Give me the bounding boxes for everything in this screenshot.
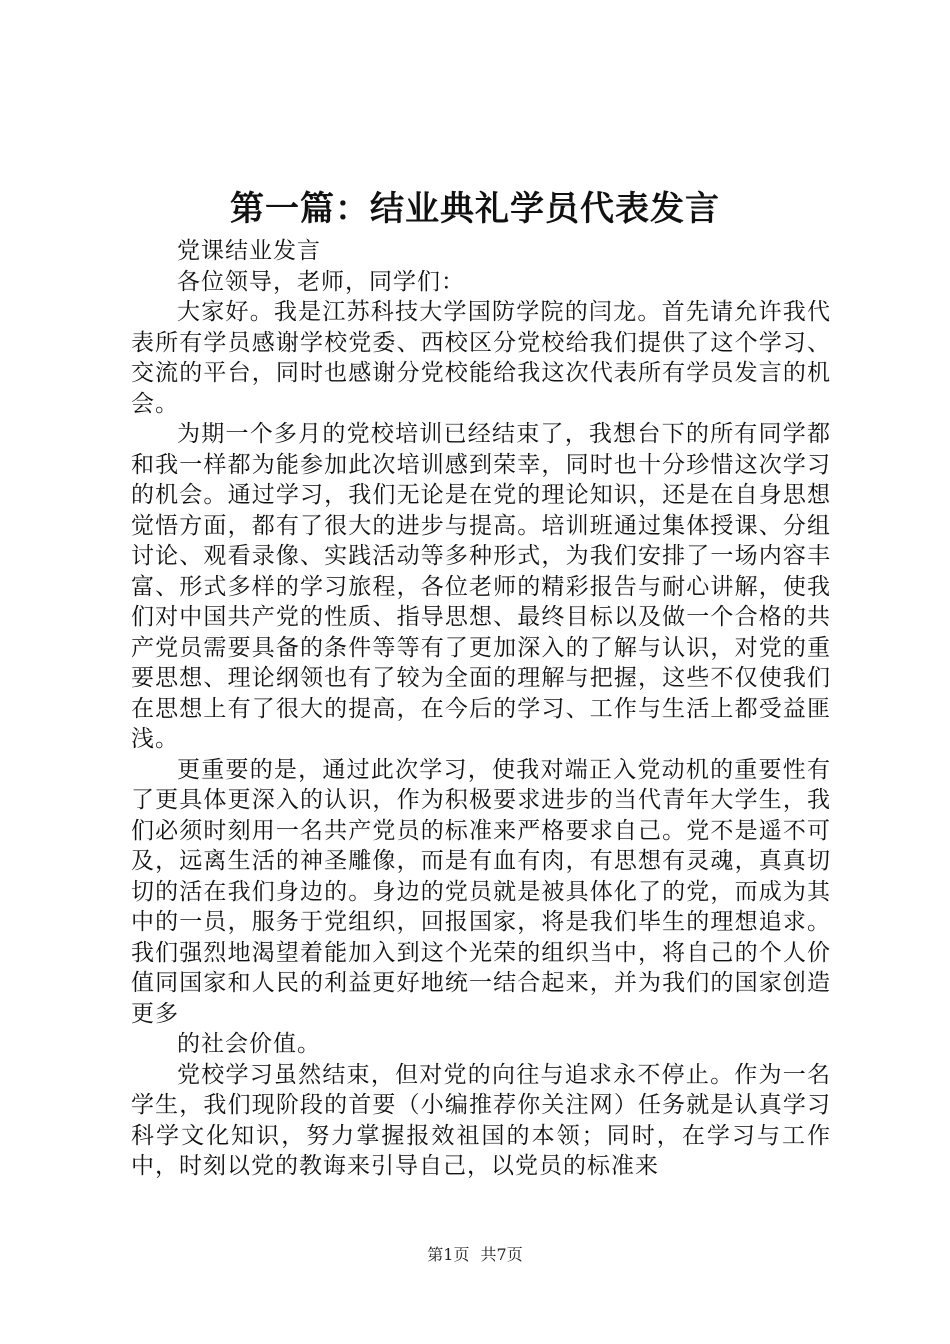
page-number: 第1页 xyxy=(427,1245,470,1264)
page-footer xyxy=(0,1244,950,1266)
paragraph: 为期一个多月的党校培训已经结束了，我想台下的所有同学都和我一样都为能参加此次培训感到荣幸，同时也十分珍惜这次学习的机会。通过学习，我们无论是在党的理论知识，还是在自身思想觉悟方面，都有了很大的进步与提高。培训班通过集体授课、分组讨论、观看录像、实践活动等多种形式，为我们安排了一场内容丰富、形式多样的学习旅程，各位老师的精彩报告与耐心讲解，使我们对中国共产党的性质、指导思想、最终目标以及做一个合格的共产党员需要具备的条件等等有了更加深入的了解与认识，对党的重要思想、理论纲领也有了较为全面的理解与把握，这些不仅使我们在思想上有了很大的提高，在今后的学习、工作与生活上都受益匪浅。 xyxy=(131,421,831,752)
paragraph: 大家好。我是江苏科技大学国防学院的闫龙。首先请允许我代表所有学员感谢学校党委、西校区分党校给我们提供了这个学习、交流的平台，同时也感谢分党校能给我这次代表所有学员发言的机会。 xyxy=(131,299,831,417)
paragraph: 党校学习虽然结束，但对党的向往与追求永不停止。作为一名学生，我们现阶段的首要（小编推荐你关注网）任务就是认真学习科学文化知识，努力掌握报效祖国的本领；同时，在学习与工作中，时刻以党的教诲来引导自己，以党员的标准来 xyxy=(131,1061,831,1179)
document-title: 第一篇：结业典礼学员代表发言 xyxy=(230,189,720,229)
paragraph: 各位领导，老师，同学们： xyxy=(177,268,465,295)
document-body xyxy=(131,236,831,1182)
paragraph: 的社会价值。 xyxy=(177,1031,321,1057)
paragraph: 党课结业发言 xyxy=(177,238,321,264)
page-total: 共7页 xyxy=(480,1245,523,1264)
paragraph: 更重要的是，通过此次学习，使我对端正入党动机的重要性有了更具体更深入的认识，作为积极要求进步的当代青年大学生，我们必须时刻用一名共产党员的标准来严格要求自己。党不是遥不可及，远离生活的神圣雕像，而是有血有肉，有思想有灵魂，真真切切的活在我们身边的。身边的党员就是被具体化了的党，而成为其中的一员，服务于党组织，回报国家，将是我们毕生的理想追求。我们强烈地渴望着能加入到这个光荣的组织当中，将自己的个人价值同国家和人民的利益更好地统一结合起来，并为我们的国家创造更多 xyxy=(131,756,831,1027)
